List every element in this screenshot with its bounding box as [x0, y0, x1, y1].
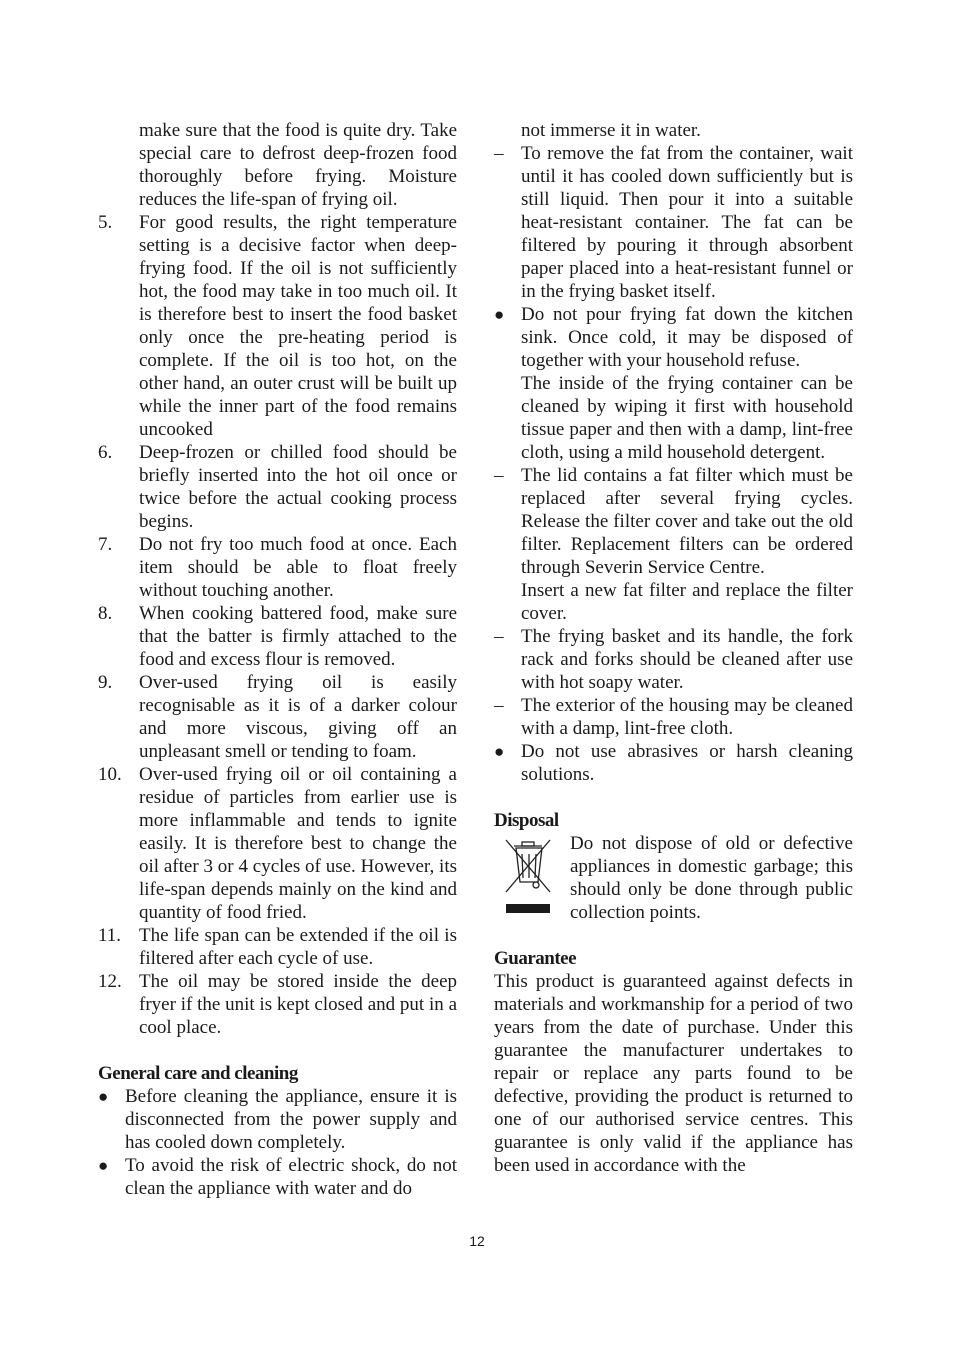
- list-item: [98, 671, 457, 763]
- item-text: Do not pour frying fat down the kitchen sink. Once cold, it may be disposed of together with your household refuse.: [521, 304, 853, 371]
- list-item: [98, 763, 457, 924]
- paragraph: The inside of the frying container can be cleaned by wiping it first with household tissue paper and then with a damp, lint-free cloth, using a mild household detergent.: [521, 373, 853, 463]
- page-number: 12: [469, 1233, 485, 1249]
- bullet-icon: ●: [494, 305, 505, 324]
- item-number: 6.: [98, 442, 113, 463]
- item-text: Do not use abrasives or harsh cleaning solutions.: [521, 741, 853, 785]
- dash-marker: –: [494, 143, 504, 164]
- item-number: 11.: [98, 925, 122, 946]
- item-text: The lid contains a fat filter which must be replaced after several frying cycles. Release the filter cover and take out the old filter. Replacement filters can be ordered through Severin Service Centre.: [521, 465, 853, 578]
- bullet-icon: ●: [98, 1087, 109, 1106]
- disposal-text: Do not dispose of old or defective appliances in domestic garbage; this should only be done through public collection points.: [570, 833, 853, 923]
- item-text: Do not fry too much food at once. Each item should be able to float freely without touching another.: [139, 534, 457, 601]
- item-text: The oil may be stored inside the deep fryer if the unit is kept closed and put in a cool place.: [139, 971, 457, 1038]
- item-text: The frying basket and its handle, the fork rack and forks should be cleaned after use with hot soapy water.: [521, 626, 853, 693]
- list-item: [98, 441, 457, 533]
- item-text: Deep-frozen or chilled food should be briefly inserted into the hot oil once or twice before the actual cooking process begins.: [139, 442, 457, 532]
- item-text: Over-used frying oil or oil containing a residue of particles from earlier use is more inflammable and tends to ignite easily. It is therefore best to change the oil after 3 or 4 cycles of use. However, its life-span depends mainly on the kind and quantity of food fried.: [139, 764, 457, 923]
- item-text: Before cleaning the appliance, ensure it is disconnected from the power supply and has cooled down completely.: [125, 1086, 457, 1153]
- item-text: Over-used frying oil is easily recognisable as it is of a darker colour and more viscous, giving off an unpleasant smell or tending to foam.: [139, 672, 457, 762]
- list-item: [494, 694, 853, 740]
- list-item: [98, 970, 457, 1039]
- item-number: 5.: [98, 212, 113, 233]
- list-item: [494, 625, 853, 694]
- item-number: 8.: [98, 603, 113, 624]
- item-text: For good results, the right temperature setting is a decisive factor when deep-frying food. If the oil is not sufficiently hot, the food may take in too much oil. It is therefore best to insert the food basket only once the pre-heating period is complete. If the oil is too hot, on the other hand, an outer crust will be built up while the inner part of the food remains uncooked: [139, 212, 457, 440]
- paragraph: Insert a new fat filter and replace the filter cover.: [521, 580, 853, 624]
- guarantee-heading: Guarantee: [494, 948, 577, 969]
- continuation-text: not immerse it in water.: [521, 120, 701, 141]
- list-item: [98, 602, 457, 671]
- item-text: To remove the fat from the container, wait until it has cooled down sufficiently but is still liquid. Then pour it into a suitable heat-resistant container. The fat can be filtered by pouring it through absorbent paper placed into a heat-resistant funnel or in the frying basket itself.: [521, 143, 853, 302]
- bullet-icon: ●: [494, 742, 505, 761]
- disposal-section: [494, 832, 853, 924]
- list-item: [494, 303, 853, 372]
- tips-list: [98, 211, 457, 1039]
- item-number: 9.: [98, 672, 113, 693]
- care-heading: General care and cleaning: [98, 1063, 298, 1084]
- left-column: [98, 119, 457, 1200]
- item-number: 10.: [98, 764, 122, 785]
- guarantee-text: This product is guaranteed against defects in materials and workmanship for a period of two years from the date of purchase. Under this guarantee the manufacturer undertakes to repair or replace any parts found to be defective, providing the product is returned to one of our authorised service centres. This guarantee is only valid if the appliance has been used in accordance with the: [494, 971, 853, 1176]
- list-item: [98, 533, 457, 602]
- item-text: The exterior of the housing may be cleaned with a damp, lint-free cloth.: [521, 695, 853, 739]
- item-text: To avoid the risk of electric shock, do not clean the appliance with water and do: [125, 1155, 457, 1199]
- item-text: When cooking battered food, make sure that the batter is firmly attached to the food and excess flour is removed.: [139, 603, 457, 670]
- item-text: The life span can be extended if the oil is filtered after each cycle of use.: [139, 925, 457, 969]
- item-number: 12.: [98, 971, 122, 992]
- dash-marker: –: [494, 626, 504, 647]
- list-item: [98, 211, 457, 441]
- list-item: [494, 464, 853, 579]
- crossed-out-wheelie-bin-icon: [494, 832, 570, 924]
- list-item: [98, 1154, 457, 1200]
- list-item: [494, 142, 853, 303]
- item-number: 7.: [98, 534, 113, 555]
- dash-marker: –: [494, 695, 504, 716]
- dash-marker: –: [494, 465, 504, 486]
- list-item: [98, 1085, 457, 1154]
- right-column: [494, 119, 853, 1177]
- bullet-icon: ●: [98, 1156, 109, 1175]
- list-item: [494, 740, 853, 786]
- disposal-heading: Disposal: [494, 810, 559, 831]
- intro-continuation: make sure that the food is quite dry. Take special care to defrost deep-frozen food thoroughly before frying. Moisture reduces the life-span of frying oil.: [139, 120, 457, 210]
- list-item: [98, 924, 457, 970]
